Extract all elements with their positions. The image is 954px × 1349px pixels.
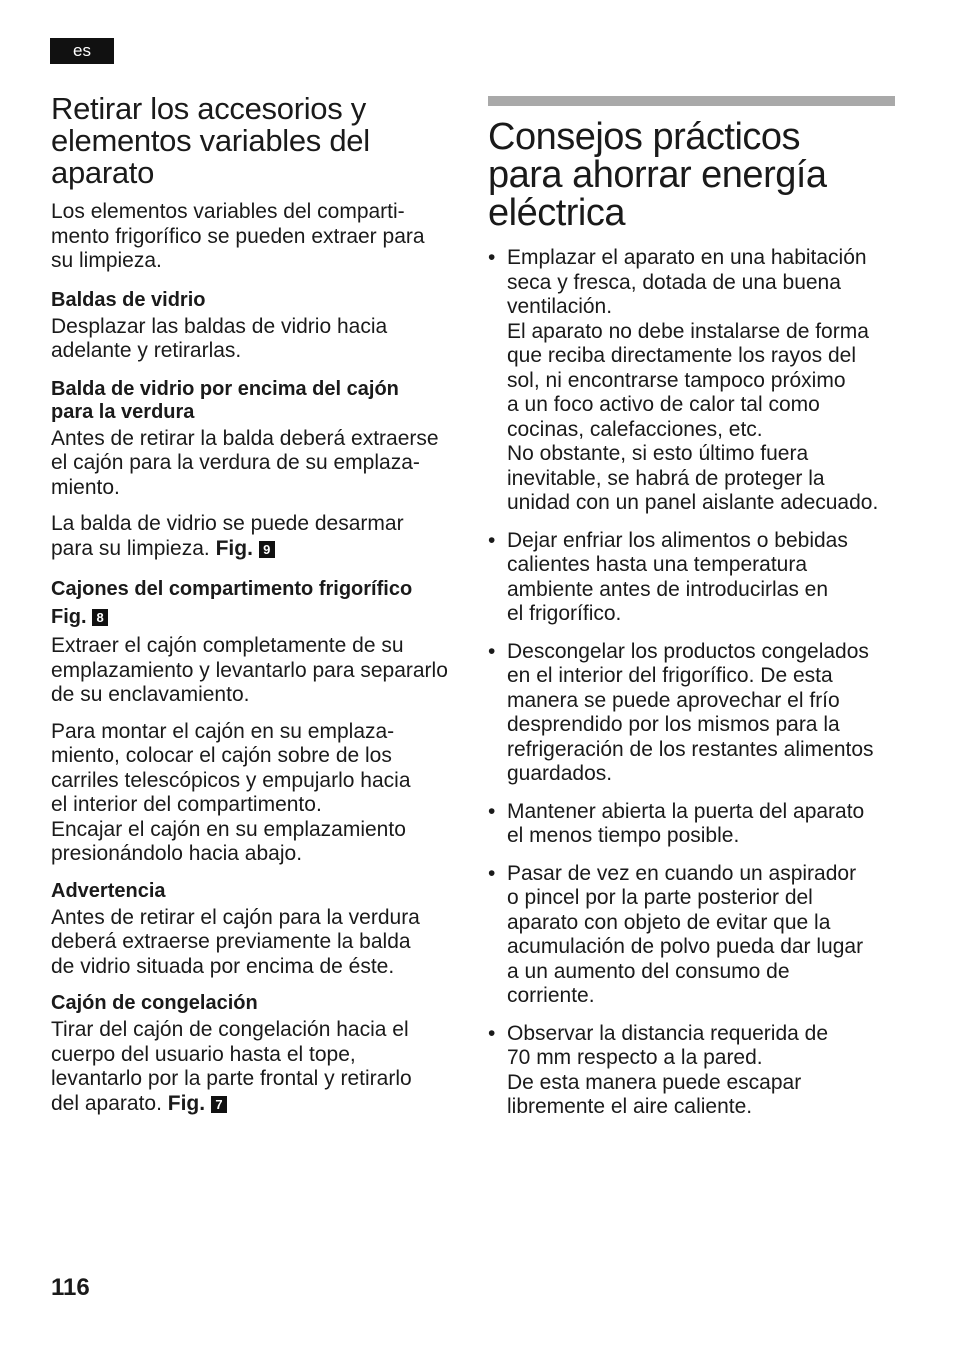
tip-item: • Dejar enfriar los alimentos o bebidas calientes hasta una temperatura ambiente antes de introducirlas en el frigorífico. <box>488 528 848 625</box>
section-title-energy: Consejos prácticos para ahorrar energía eléctrica <box>488 116 827 234</box>
right-column <box>488 96 900 1120</box>
language-tab: es <box>50 38 114 64</box>
tip-item: • Pasar de vez en cuando un aspirador o pincel por la parte posterior del aparato con objeto de evitar que la acumulación de polvo pueda dar lugar a un aumento del consumo de corriente. <box>488 861 864 1007</box>
energy-tips-list <box>488 246 900 1120</box>
drawers-heading: Cajones del compartimento frigorífico Fig. 8 <box>51 578 413 628</box>
figure-8-marker: 8 <box>92 609 108 626</box>
drawers-text-2: Para montar el cajón en su emplaza- miento, colocar el cajón sobre de los carriles telescópicos y empujarlo hacia el interior del compartimento. Encajar el cajón en su emplazamiento presionándolo hacia abajo. <box>51 719 411 865</box>
tip-item: • Emplazar el aparato en una habitación seca y fresca, dotada de una buena ventilación. El aparato no debe instalarse de forma que reciba directamente los rayos del sol, ni encontrarse tampoco próximo a un foco activo de calor tal como cocinas, calefacciones, etc. No obstante, si esto último fuera inevitable, se habrá de proteger la unidad con un panel aislante adecuado. <box>488 246 879 514</box>
shelves-text: Desplazar las baldas de vidrio hacia adelante y retirarlas. <box>51 314 388 362</box>
shelves-heading: Baldas de vidrio <box>51 288 206 311</box>
veg-shelf-text: Antes de retirar la balda deberá extraerse el cajón para la verdura de su emplaza- miento. <box>51 426 439 499</box>
warning-heading: Advertencia <box>51 879 166 902</box>
tip-item: • Mantener abierta la puerta del aparato el menos tiempo posible. <box>488 799 865 847</box>
left-column <box>51 93 466 1116</box>
fig-reference: Fig. <box>215 536 253 560</box>
tip-item: • Observar la distancia requerida de 70 mm respecto a la pared. De esta manera puede escapar libremente el aire caliente. <box>488 1021 829 1118</box>
drawers-text: Extraer el cajón completamente de su emplazamiento y levantarlo para separarlo de su enclavamiento. <box>51 634 448 706</box>
veg-shelf-heading: Balda de vidrio por encima del cajón para la verdura <box>51 377 399 423</box>
intro-text: Los elementos variables del comparti- mento frigorífico se pueden extraer para su limpieza. <box>51 200 425 272</box>
warning-text: Antes de retirar el cajón para la verdura deberá extraerse previamente la balda de vidrio situada por encima de éste. <box>51 905 420 978</box>
freezer-heading: Cajón de congelación <box>51 992 258 1014</box>
figure-9-marker: 9 <box>259 541 275 558</box>
section-title-accessories: Retirar los accesorios y elementos variables del aparato <box>51 91 370 190</box>
veg-shelf-text-2: La balda de vidrio se puede desarmar para su limpieza. Fig. 9 <box>51 512 404 560</box>
section-rule <box>488 96 895 106</box>
freezer-text: Tirar del cajón de congelación hacia el cuerpo del usuario hasta el tope, levantarlo por la parte frontal y retirarlo del aparato. Fig. 7 <box>51 1018 412 1115</box>
figure-7-marker: 7 <box>211 1096 227 1113</box>
tip-item: • Descongelar los productos congelados en el interior del frigorífico. De esta manera se puede aprovechar el frío desprendido por los mismos para la refrigeración de los restantes alimentos guardados. <box>488 639 874 785</box>
page-number: 116 <box>51 1274 90 1301</box>
